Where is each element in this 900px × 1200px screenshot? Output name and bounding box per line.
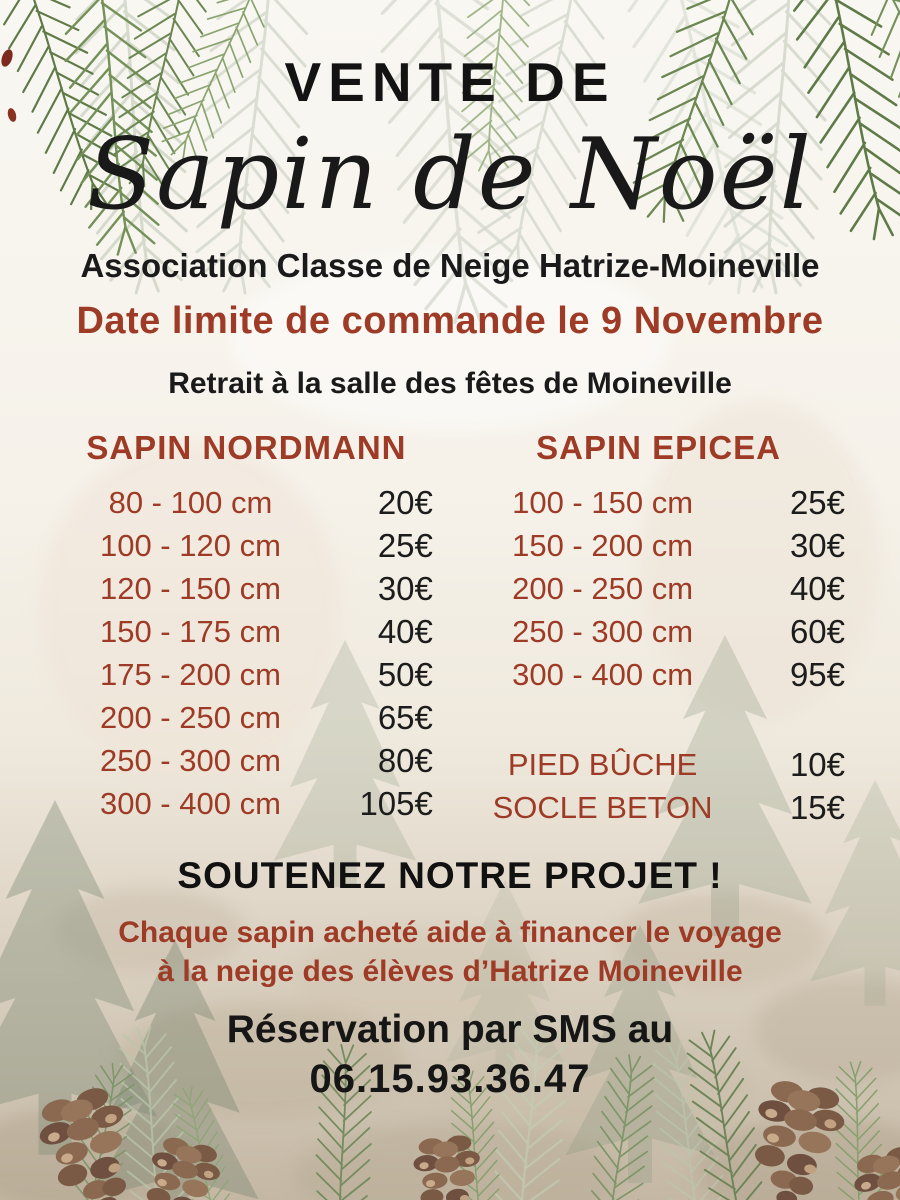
price-value: 80€ — [377, 742, 433, 779]
accessory-label: PIED BÛCHE — [507, 747, 698, 782]
support-slogan: SOUTENEZ NOTRE PROJET ! — [177, 854, 723, 896]
pickup-location: Retrait à la salle des fêtes de Moineville — [168, 366, 732, 400]
nordmann-price-table — [60, 429, 433, 830]
nordmann-table-title: SAPIN NORDMANN — [86, 428, 407, 466]
price-value: 30€ — [789, 527, 845, 564]
size-label: 100 - 120 cm — [99, 528, 281, 563]
size-label: 120 - 150 cm — [99, 571, 281, 606]
price-row — [60, 482, 433, 525]
size-label: 250 - 300 cm — [512, 614, 694, 649]
price-value: 25€ — [377, 527, 433, 564]
price-value: 20€ — [377, 484, 433, 521]
size-label: 80 - 100 cm — [108, 485, 273, 520]
price-value: 40€ — [789, 570, 845, 607]
size-label: 150 - 175 cm — [99, 614, 281, 649]
price-row — [60, 697, 433, 740]
price-value: 15€ — [789, 789, 845, 826]
reservation-instruction: Réservation par SMS au — [226, 1007, 674, 1051]
price-row — [60, 525, 433, 568]
price-row — [472, 482, 845, 525]
price-value: 10€ — [789, 746, 845, 783]
poster-title: Sapin de Noël — [87, 118, 813, 232]
price-row — [472, 654, 845, 697]
price-value: 40€ — [377, 613, 433, 650]
pitch-line-2: à la neige des élèves d’Hatrize Moineville — [157, 954, 743, 988]
price-value: 30€ — [377, 570, 433, 607]
price-value: 50€ — [377, 656, 433, 693]
epicea-table-title: SAPIN EPICEA — [536, 428, 781, 466]
price-row — [60, 740, 433, 783]
size-label: 300 - 400 cm — [99, 786, 281, 821]
size-label: 150 - 200 cm — [512, 528, 694, 563]
size-label: 175 - 200 cm — [99, 657, 281, 692]
accessory-row — [472, 787, 845, 830]
price-value: 95€ — [789, 656, 845, 693]
order-deadline: Date limite de commande le 9 Novembre — [76, 299, 824, 342]
size-label: 300 - 400 cm — [512, 657, 694, 692]
accessory-label: SOCLE BETON — [492, 790, 713, 825]
price-value: 105€ — [359, 785, 433, 822]
price-row — [60, 654, 433, 697]
price-row — [472, 611, 845, 654]
price-value: 60€ — [789, 613, 845, 650]
phone-number: 06.15.93.36.47 — [309, 1056, 591, 1101]
price-row — [60, 611, 433, 654]
table-spacer — [472, 697, 845, 744]
poster-kicker: VENTE DE — [284, 51, 616, 113]
size-label: 200 - 250 cm — [512, 571, 694, 606]
price-value: 65€ — [377, 699, 433, 736]
epicea-price-table — [472, 429, 845, 830]
accessory-row — [472, 744, 845, 787]
price-tables — [0, 429, 900, 830]
price-row — [60, 783, 433, 826]
price-value: 25€ — [789, 484, 845, 521]
pitch-line-1: Chaque sapin acheté aide à financer le voyage — [118, 915, 782, 949]
association-name: Association Classe de Neige Hatrize-Moineville — [80, 246, 820, 284]
price-row — [472, 568, 845, 611]
size-label: 100 - 150 cm — [512, 485, 694, 520]
size-label: 250 - 300 cm — [99, 743, 281, 778]
size-label: 200 - 250 cm — [99, 700, 281, 735]
price-row — [472, 525, 845, 568]
fundraising-pitch — [0, 913, 900, 991]
price-row — [60, 568, 433, 611]
